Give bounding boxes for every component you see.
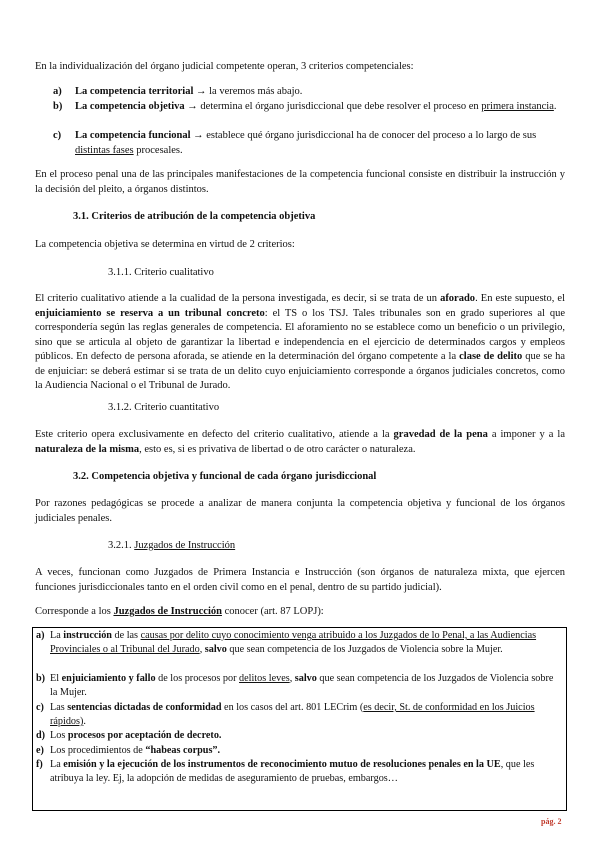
underlined-term: primera instancia	[481, 101, 554, 112]
paragraph-3-2-1: A veces, funcionan como Juzgados de Primera Instancia e Instrucción (son órganos de naturaleza mixta, que ejercen funciones jurisdiccionales tanto en el orden civil como en el penal, dentro de su partido judicial).	[35, 567, 565, 593]
heading-3-1-2: 3.1.2. Criterio cuantitativo	[108, 402, 220, 413]
heading-3-2: 3.2. Competencia objetiva y funcional de cada órgano jurisdiccional	[73, 471, 377, 482]
list-marker: c)	[36, 702, 44, 713]
criteria-item-objetiva	[53, 100, 565, 115]
corresponde-line: Corresponde a los Juzgados de Instrucción conocer (art. 87 LOPJ):	[35, 606, 324, 617]
paragraph-3-2: Por razones pedagógicas se procede a analizar de manera conjunta la competencia objetiva y funcional de los órganos judiciales penales.	[35, 498, 565, 524]
list-marker: a)	[53, 86, 62, 97]
criteria-item-territorial	[53, 85, 565, 100]
criteria-desc: → establece qué órgano jurisdiccional ha de conocer del proceso a lo largo de sus	[190, 130, 537, 141]
intro-paragraph: En la individualización del órgano judicial competente operan, 3 criterios competenciales:	[35, 61, 414, 72]
criteria-term: La competencia territorial	[75, 86, 194, 97]
box-item-c: c) Las sentencias dictadas de conformidad en los casos del art. 801 LECrim (es decir, St. de conformidad en los Juicios rápidos).	[36, 702, 535, 728]
list-marker: d)	[36, 730, 46, 741]
paragraph-3-1-2: Este criterio opera exclusivamente en defecto del criterio cualitativo, atiende a la gravedad de la pena a imponer y a la naturaleza de la misma, esto es, si es privativa de libertad o de otro carácter o naturaleza.	[35, 429, 565, 455]
criteria-desc: → la veremos más abajo.	[193, 86, 303, 97]
underlined-term: distintas fases	[75, 144, 134, 156]
box-item-f: f) La emisión y la ejecución de los instrumentos de reconocimiento mutuo de resoluciones penales en la UE, que les atribuya la ley. Ej, la adopción de medidas de aseguramiento de pruebas, embargos…	[36, 759, 535, 785]
box-item-b: b) El enjuiciamiento y fallo de los procesos por delitos leves, salvo que sean competencia de los Juzgados de Violencia sobre la Mujer.	[36, 673, 554, 699]
heading-3-1: 3.1. Criterios de atribución de la competencia objetiva	[73, 211, 316, 222]
page-number: pág. 2	[541, 817, 562, 826]
box-item-e: e) Los procedimientos de “habeas corpus”.	[36, 744, 561, 758]
heading-3-2-1: 3.2.1. Juzgados de Instrucción	[108, 540, 236, 551]
criteria-tail: .	[553, 101, 557, 112]
paragraph-3-1: La competencia objetiva se determina en virtud de 2 criterios:	[35, 239, 295, 250]
list-marker: b)	[53, 101, 63, 112]
list-marker: a)	[36, 630, 45, 641]
criteria-tail: procesales.	[133, 144, 183, 156]
criteria-term: La competencia funcional	[75, 130, 191, 141]
box-item-d: d) Los procesos por aceptación de decreto.	[36, 729, 561, 743]
box-item-a: a) La instrucción de las causas por delito cuyo conocimiento venga atribuido a los Juzgados de lo Penal, a las Audiencias Provinciales o al Tribunal del Jurado, salvo que sean competencia de los Juzgados de Violencia sobre la Mujer.	[36, 630, 537, 656]
list-marker: c)	[53, 130, 62, 141]
criteria-term: La competencia objetiva	[75, 101, 185, 112]
list-marker: f)	[36, 759, 43, 770]
paragraph-3-1-1: El criterio cualitativo atiende a la cualidad de la persona investigada, es decir, si se trata de un aforado. En este supuesto, el enjuiciamiento se reserva a un tribunal concreto: el TS o los TSJ. Tales tribunales son en grado superiores al que correspondería según las reglas generales de competencia. El aforamiento no se establece como un beneficio o un privilegio, sino que se articula al objeto de garantizar la libertad e independencia en el ejercicio de determinados cargos y empleos públicos. En defecto de persona aforada, se atiende en la determinación del órgano competente a la clase de delito que se ha de enjuiciar: se deberá estimar si se trata de un delito cuyo enjuiciamiento corresponde a órganos judiciales concretos, como la Audiencia Nacional o el Tribunal de Jurado.	[35, 293, 566, 391]
heading-3-1-1: 3.1.1. Criterio cualitativo	[108, 267, 214, 278]
criteria-desc: → determina el órgano jurisdiccional que debe resolver el proceso en	[184, 101, 482, 112]
list-marker: b)	[36, 673, 46, 684]
criteria-item-funcional	[53, 129, 565, 158]
list-marker: e)	[36, 745, 44, 756]
penal-paragraph: En el proceso penal una de las principales manifestaciones de la competencia funcional consiste en distribuir la instrucción y la decisión del pleito, a órganos distintos.	[35, 169, 565, 195]
